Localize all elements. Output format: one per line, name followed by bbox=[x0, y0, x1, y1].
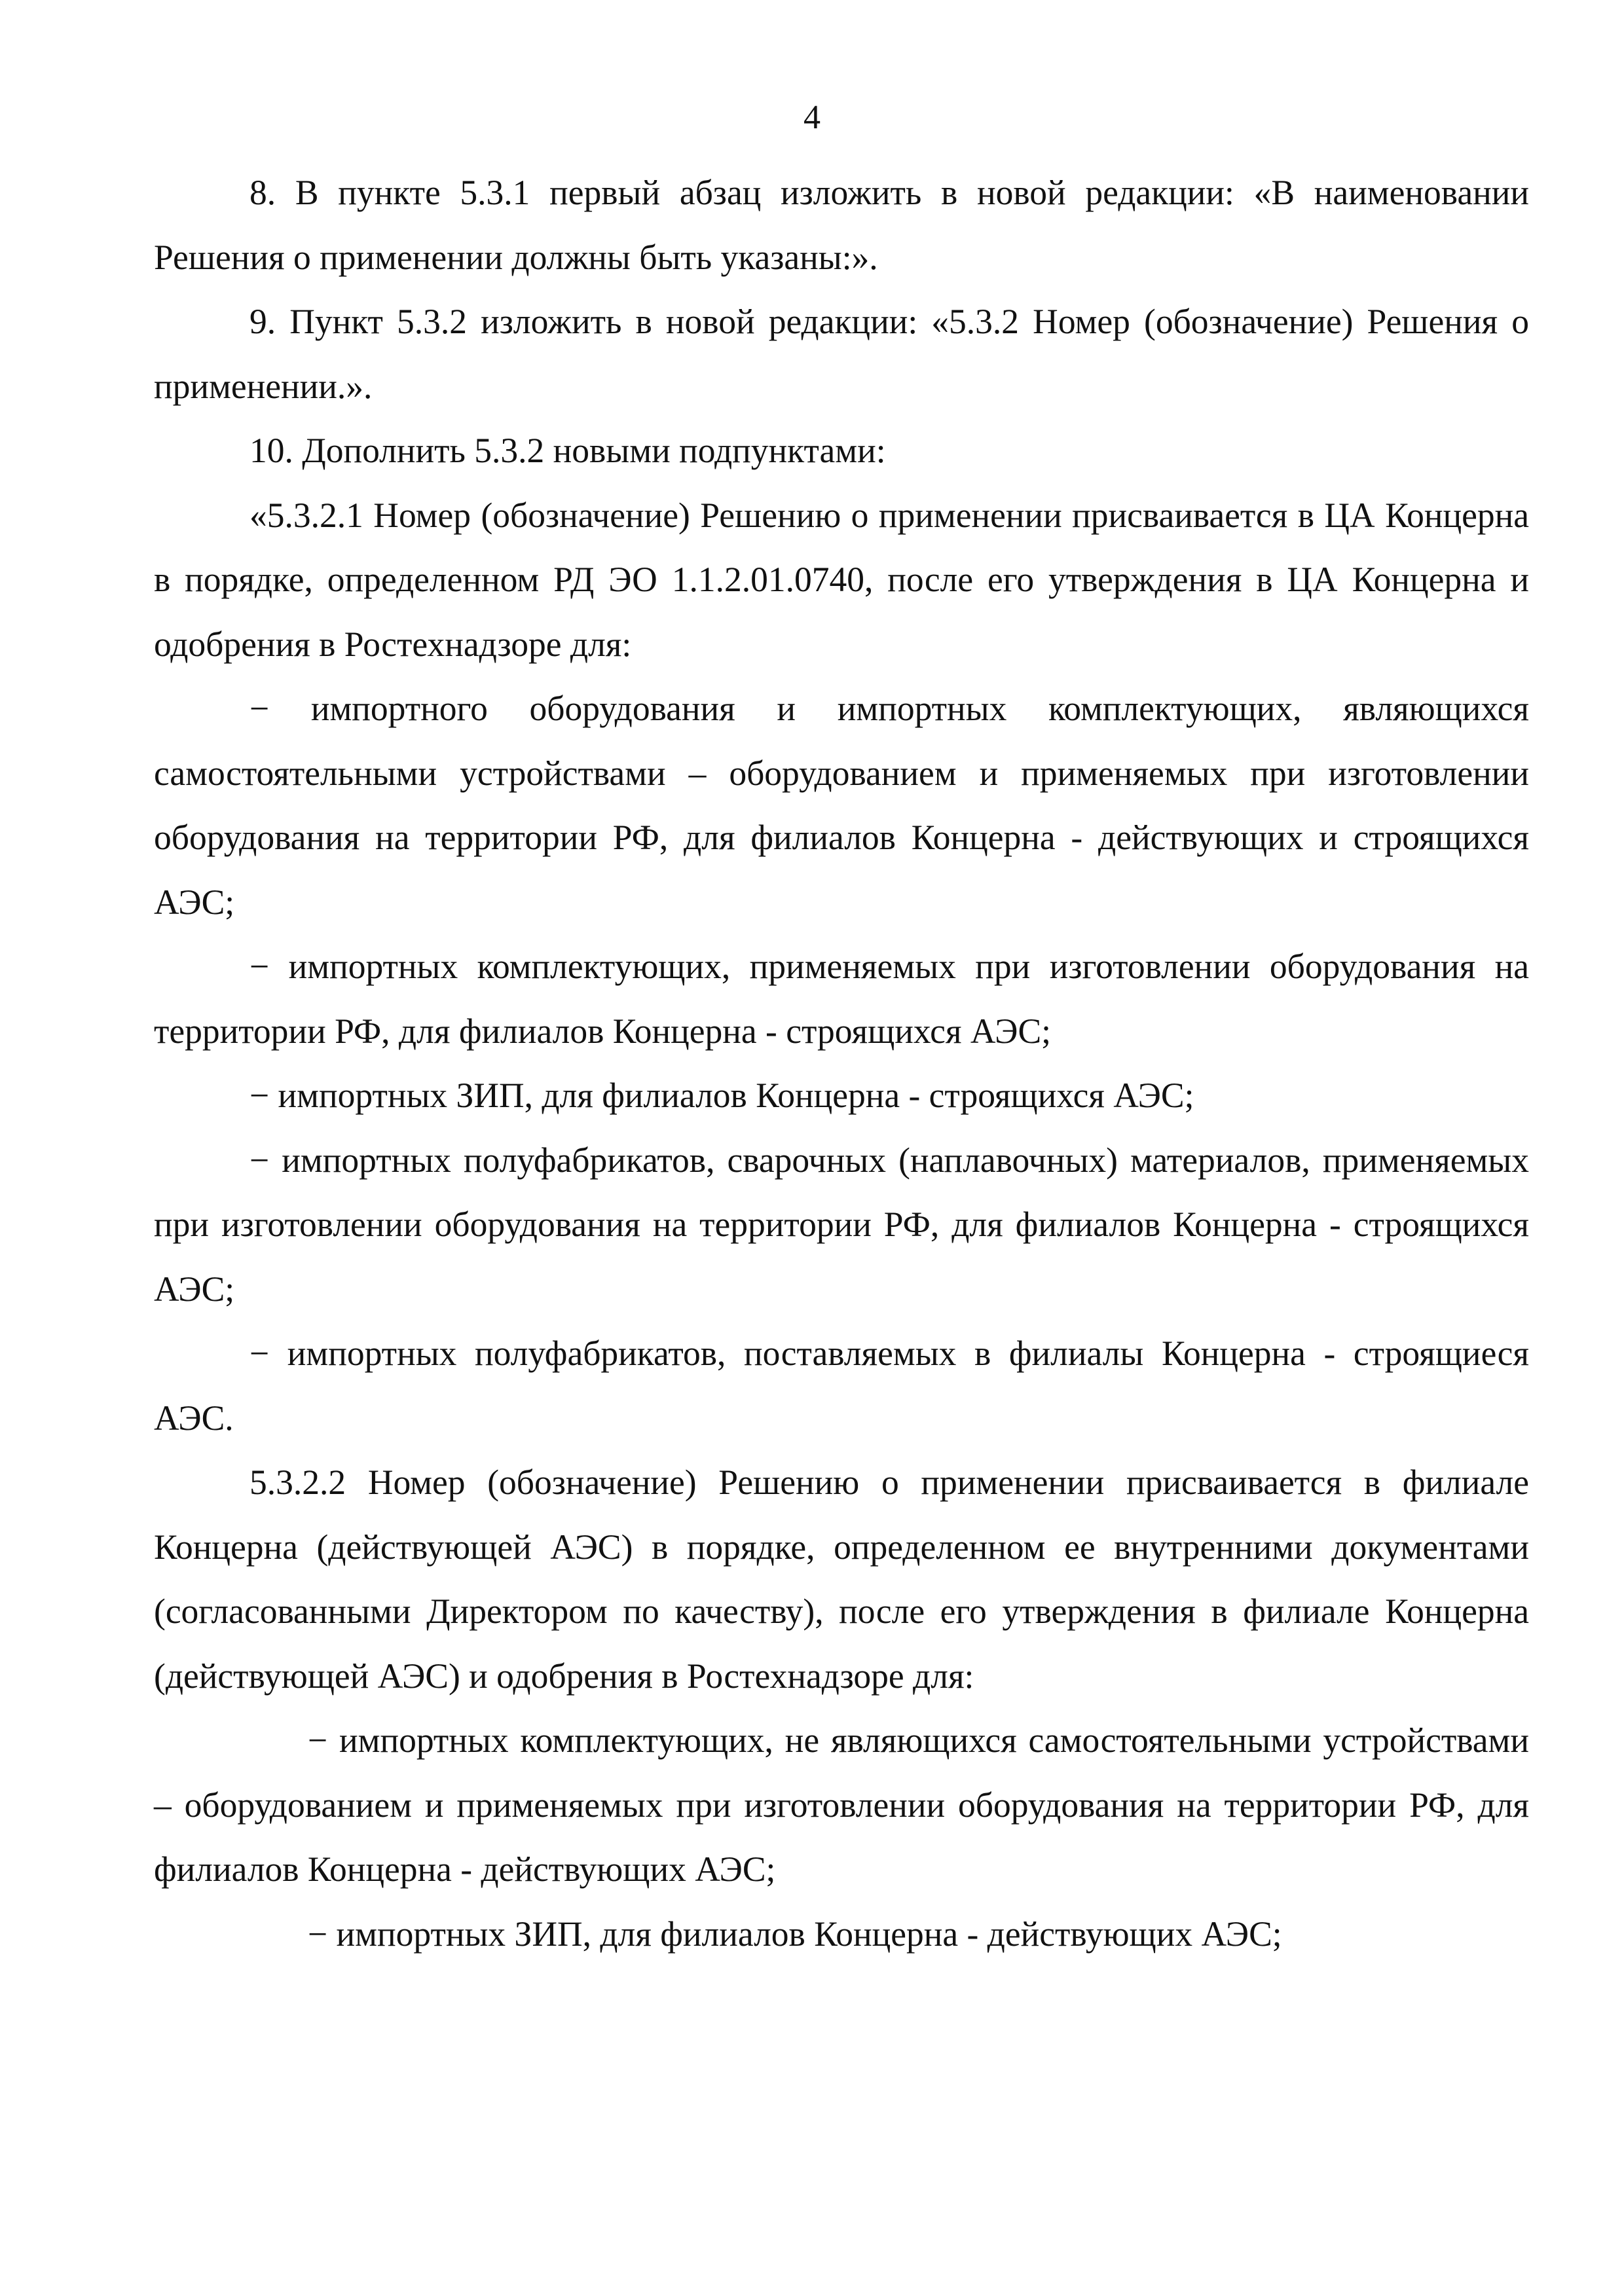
document-body bbox=[154, 160, 1529, 1966]
list-item-import-spare-parts-operating: − импортных ЗИП, для филиалов Концерна - действующих АЭС; bbox=[308, 1914, 1282, 1954]
paragraph-item-8: 8. В пункте 5.3.1 первый абзац изложить в новой редакции: «В наименовании Решения о применении должны быть указаны:». bbox=[154, 173, 1529, 277]
list-item-import-components: − импортных комплектующих, применяемых при изготовлении оборудования на территории РФ, для филиалов Концерна - строящихся АЭС; bbox=[154, 947, 1529, 1051]
subclause-5-3-2-2: 5.3.2.2 Номер (обозначение) Решению о применении присваивается в филиале Концерна (действующей АЭС) в порядке, определенном ее внутренними документами (согласованными Директором по качеству), после его утверждения в филиале Концерна (действующей АЭС) и одобрения в Ростехнадзоре для: bbox=[154, 1463, 1529, 1696]
subclause-5-3-2-1: «5.3.2.1 Номер (обозначение) Решению о применении присваивается в ЦА Концерна в порядке, определенном РД ЭО 1.1.2.01.0740, после его утверждения в ЦА Концерна и одобрения в Ростехнадзоре для: bbox=[154, 495, 1529, 664]
list-item-import-components-operating: − импортных комплектующих, не являющихся самостоятельными устройствами – оборудованием и применяемых при изготовлении оборудования на территории РФ, для филиалов Концерна - действующих АЭС; bbox=[154, 1721, 1529, 1889]
paragraph-item-9: 9. Пункт 5.3.2 изложить в новой редакции: «5.3.2 Номер (обозначение) Решения о применении.». bbox=[154, 302, 1529, 406]
list-item-import-spare-parts: − импортных ЗИП, для филиалов Концерна - строящихся АЭС; bbox=[249, 1076, 1194, 1115]
page-number: 4 bbox=[803, 99, 821, 136]
list-item-import-semifinished-welding: − импортных полуфабрикатов, сварочных (наплавочных) материалов, применяемых при изготовлении оборудования на территории РФ, для филиалов Концерна - строящихся АЭС; bbox=[154, 1140, 1529, 1309]
paragraph-item-10: 10. Дополнить 5.3.2 новыми подпунктами: bbox=[249, 431, 886, 470]
list-item-import-semifinished-supplied: − импортных полуфабрикатов, поставляемых в филиалы Концерна - строящиеся АЭС. bbox=[154, 1334, 1529, 1438]
list-item-import-equipment: − импортного оборудования и импортных комплектующих, являющихся самостоятельными устройствами – оборудованием и применяемых при изготовлении оборудования на территории РФ, для филиалов Концерна - действующих и строящихся АЭС; bbox=[154, 689, 1529, 922]
